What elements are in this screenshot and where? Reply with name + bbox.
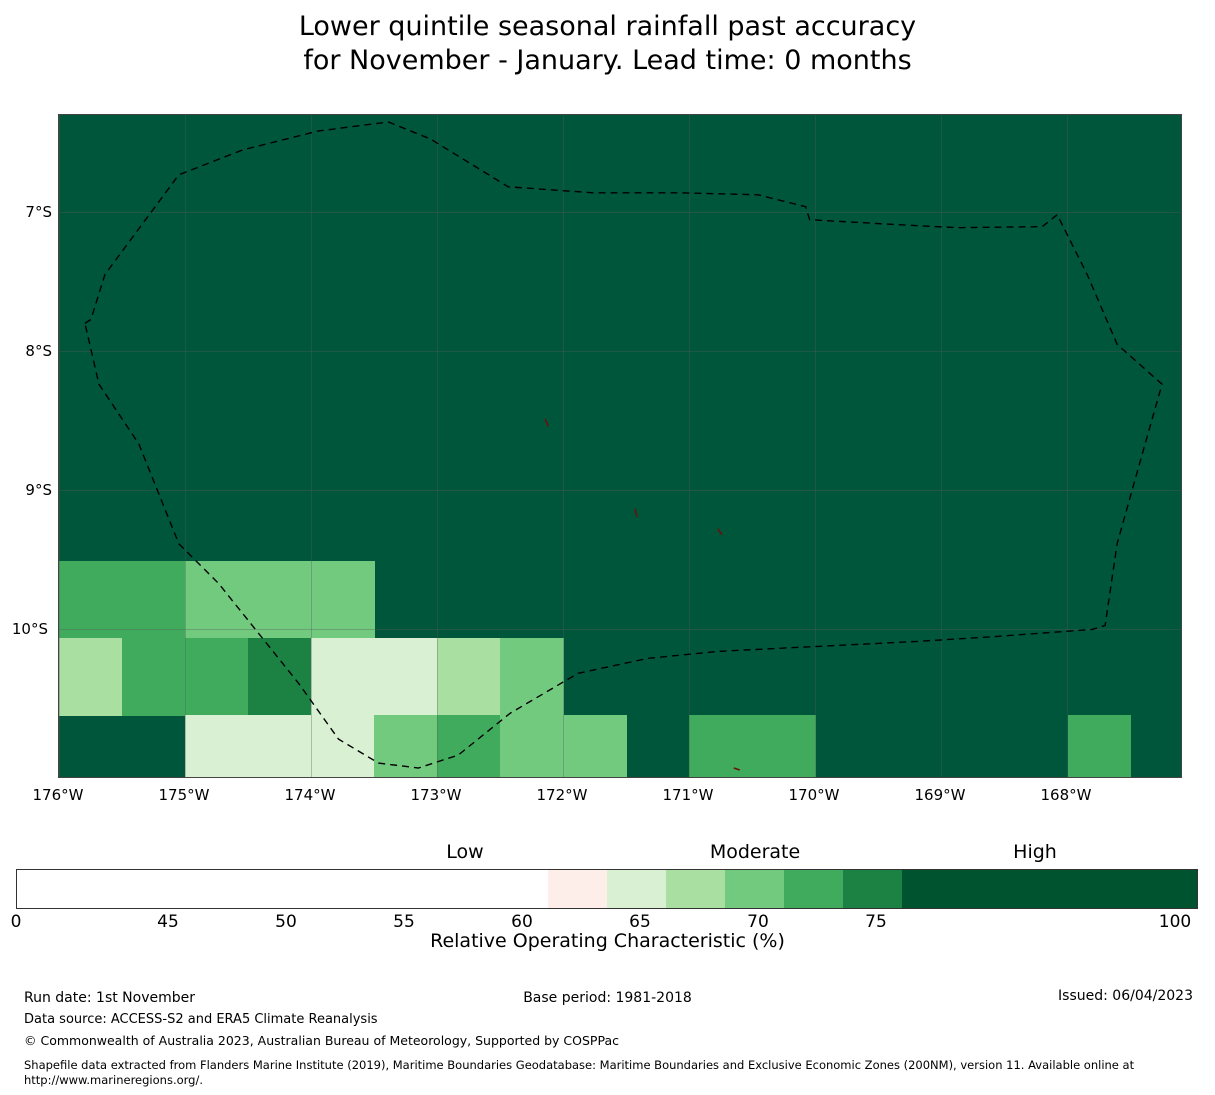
colorbar-tick-label: 60	[511, 912, 533, 932]
colorbar-segment	[784, 870, 843, 908]
x-tick-label: 168°W	[1040, 786, 1092, 804]
colorbar-category-high: High	[1013, 841, 1057, 863]
x-tick-label: 172°W	[536, 786, 588, 804]
colorbar-segment	[607, 870, 666, 908]
colorbar-segment	[548, 870, 607, 908]
colorbar-segment	[725, 870, 784, 908]
colorbar-tick-label: 45	[157, 912, 179, 932]
x-tick-label: 176°W	[32, 786, 84, 804]
x-tick-label: 175°W	[158, 786, 210, 804]
run-date-text: Run date: 1st November	[24, 990, 196, 1006]
title-line-1: Lower quintile seasonal rainfall past accuracy	[298, 11, 917, 42]
colorbar-tick-label: 100	[1158, 912, 1192, 932]
map-heatmap-panel	[58, 114, 1182, 778]
colorbar-segment	[17, 870, 548, 908]
colorbar-axis-title: Relative Operating Characteristic (%)	[430, 930, 785, 952]
x-tick-label: 171°W	[662, 786, 714, 804]
x-tick-label: 174°W	[284, 786, 336, 804]
base-period-text: Base period: 1981-2018	[523, 990, 692, 1006]
colorbar-tick-label: 50	[275, 912, 297, 932]
x-tick-label: 169°W	[914, 786, 966, 804]
colorbar-segment	[666, 870, 725, 908]
colorbar-tick-label: 75	[865, 912, 887, 932]
colorbar-segment	[843, 870, 902, 908]
copyright-text: © Commonwealth of Australia 2023, Australian Bureau of Meteorology, Supported by COSPPac	[24, 1033, 619, 1048]
data-source-text: Data source: ACCESS-S2 and ERA5 Climate Reanalysis	[24, 1012, 378, 1027]
colorbar-category-moderate: Moderate	[709, 841, 801, 863]
issued-date-text: Issued: 06/04/2023	[1058, 988, 1193, 1004]
x-tick-label: 173°W	[410, 786, 462, 804]
colorbar-category-low: Low	[446, 841, 484, 863]
colorbar	[16, 869, 1198, 909]
colorbar-tick-label: 65	[629, 912, 651, 932]
y-tick-label: 8°S	[25, 342, 52, 360]
colorbar-tick-label: 55	[393, 912, 415, 932]
colorbar-tick-label: 0	[10, 912, 22, 932]
x-tick-label: 170°W	[788, 786, 840, 804]
shapefile-attribution-text: Shapefile data extracted from Flanders Marine Institute (2019), Maritime Boundaries Geodatabase: Maritime Boundaries and Exclusive Economic Zones (200NM), version 11. Available online at http://www.marineregions.org/.	[24, 1058, 1135, 1087]
title-line-2: for November - January. Lead time: 0 months	[303, 45, 912, 76]
y-tick-label: 9°S	[25, 481, 52, 499]
y-tick-label: 10°S	[11, 620, 48, 638]
y-tick-label: 7°S	[25, 203, 52, 221]
coastline-islands	[59, 115, 1181, 777]
colorbar-gradient	[16, 869, 1198, 909]
colorbar-tick-label: 70	[747, 912, 769, 932]
page-title	[0, 10, 1215, 78]
colorbar-segment	[902, 870, 1197, 908]
